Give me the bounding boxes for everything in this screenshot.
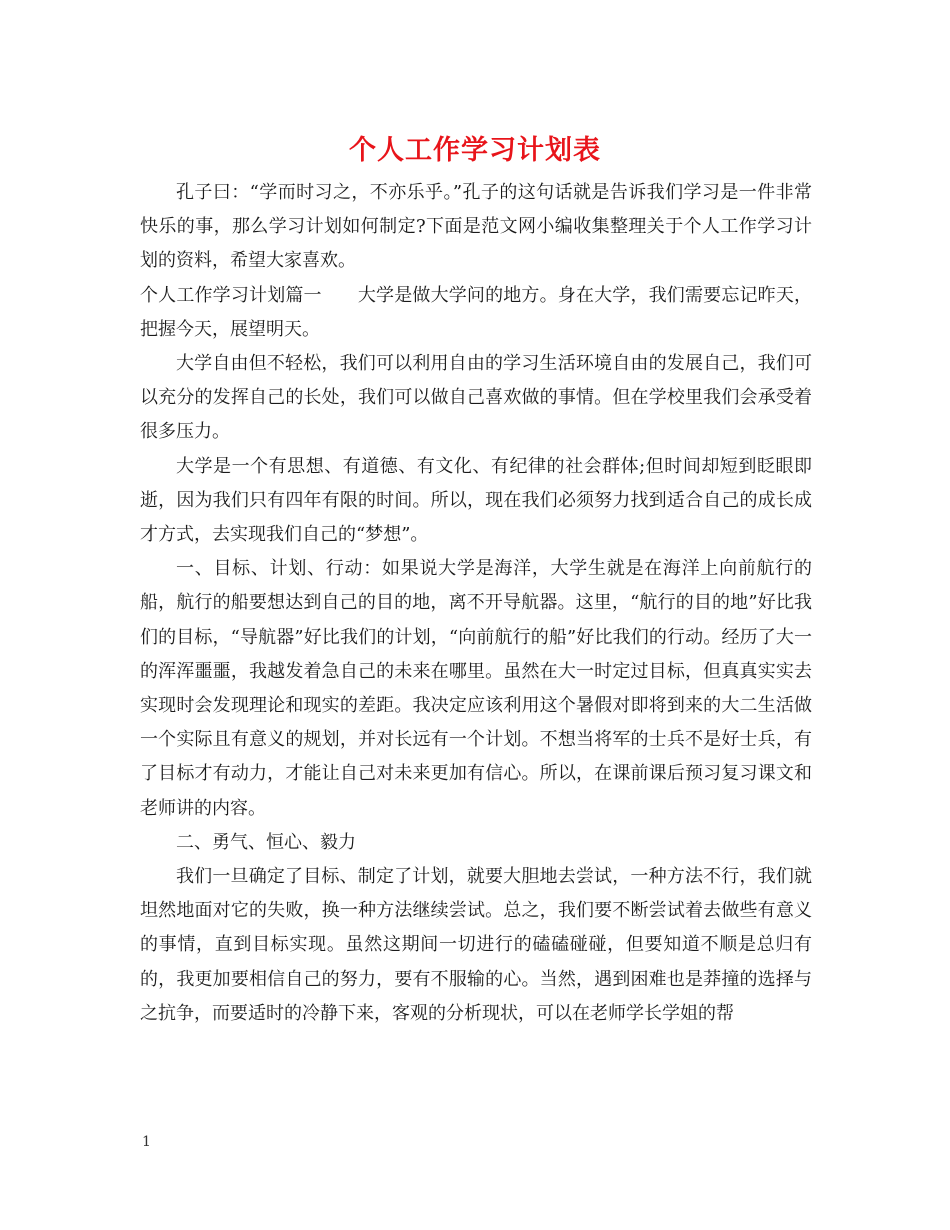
body-paragraph: 我们一旦确定了目标、制定了计划，就要大胆地去尝试，一种方法不行，我们就坦然地面对它的失败，换一种方法继续尝试。总之，我们要不断尝试着去做些有意义的事情，直到目标实现。虽然这期间一切进行的磕磕碰碰，但要知道不顺是总归有的，我更加要相信自己的努力，要有不服输的心。当然，遇到困难也是莽撞的选择与之抗争，而要适时的冷静下来，客观的分析现状，可以在老师学长学姐的帮	[140, 866, 812, 1024]
section-heading-text: 大学是做大学问的地方。身在大学，我们需要忘记昨天，把握今天，展望明天。	[140, 284, 813, 340]
intro-paragraph: 孔子曰：“学而时习之，不亦乐乎。”孔子的这句话就是告诉我们学习是一件非常快乐的事，那么学习计划如何制定?下面是范文网小编收集整理关于个人工作学习计划的资料，希望大家喜欢。	[140, 182, 812, 272]
body-paragraph: 大学是一个有思想、有道德、有文化、有纪律的社会群体;但时间却短到眨眼即逝，因为我们只有四年有限的时间。所以，现在我们必须努力找到适合自己的成长成才方式，去实现我们自己的“梦想”。	[140, 455, 812, 546]
body-paragraph: 大学自由但不轻松，我们可以利用自由的学习生活环境自由的发展自己，我们可以充分的发挥自己的长处，我们可以做自己喜欢做的事情。但在学校里我们会承受着很多压力。	[140, 353, 812, 443]
section-heading-label: 个人工作学习计划篇一	[140, 284, 322, 306]
body-paragraph: 一、目标、计划、行动：如果说大学是海洋，大学生就是在海洋上向前航行的船，航行的船要想达到自己的目的地，离不开导航器。这里，“航行的目的地”好比我们的目标，“导航器”好比我们的计划，“向前航行的船”好比我们的行动。经历了大一的浑浑噩噩，我越发着急自己的未来在哪里。虽然在大一时定过目标，但真真实实去实现时会发现理论和现实的差距。我决定应该利用这个暑假对即将到来的大二生活做一个实际且有意义的规划，并对长远有一个计划。不想当将军的士兵不是好士兵，有了目标才有动力，才能让自己对未来更加有信心。所以，在课前课后预习复习课文和老师讲的内容。	[140, 558, 812, 819]
document-title: 个人工作学习计划表	[349, 135, 601, 166]
section-heading-line	[140, 279, 812, 347]
document-body	[140, 176, 812, 1031]
subheading-paragraph: 二、勇气、恒心、毅力	[176, 831, 356, 853]
page-number: 1	[142, 1134, 151, 1150]
